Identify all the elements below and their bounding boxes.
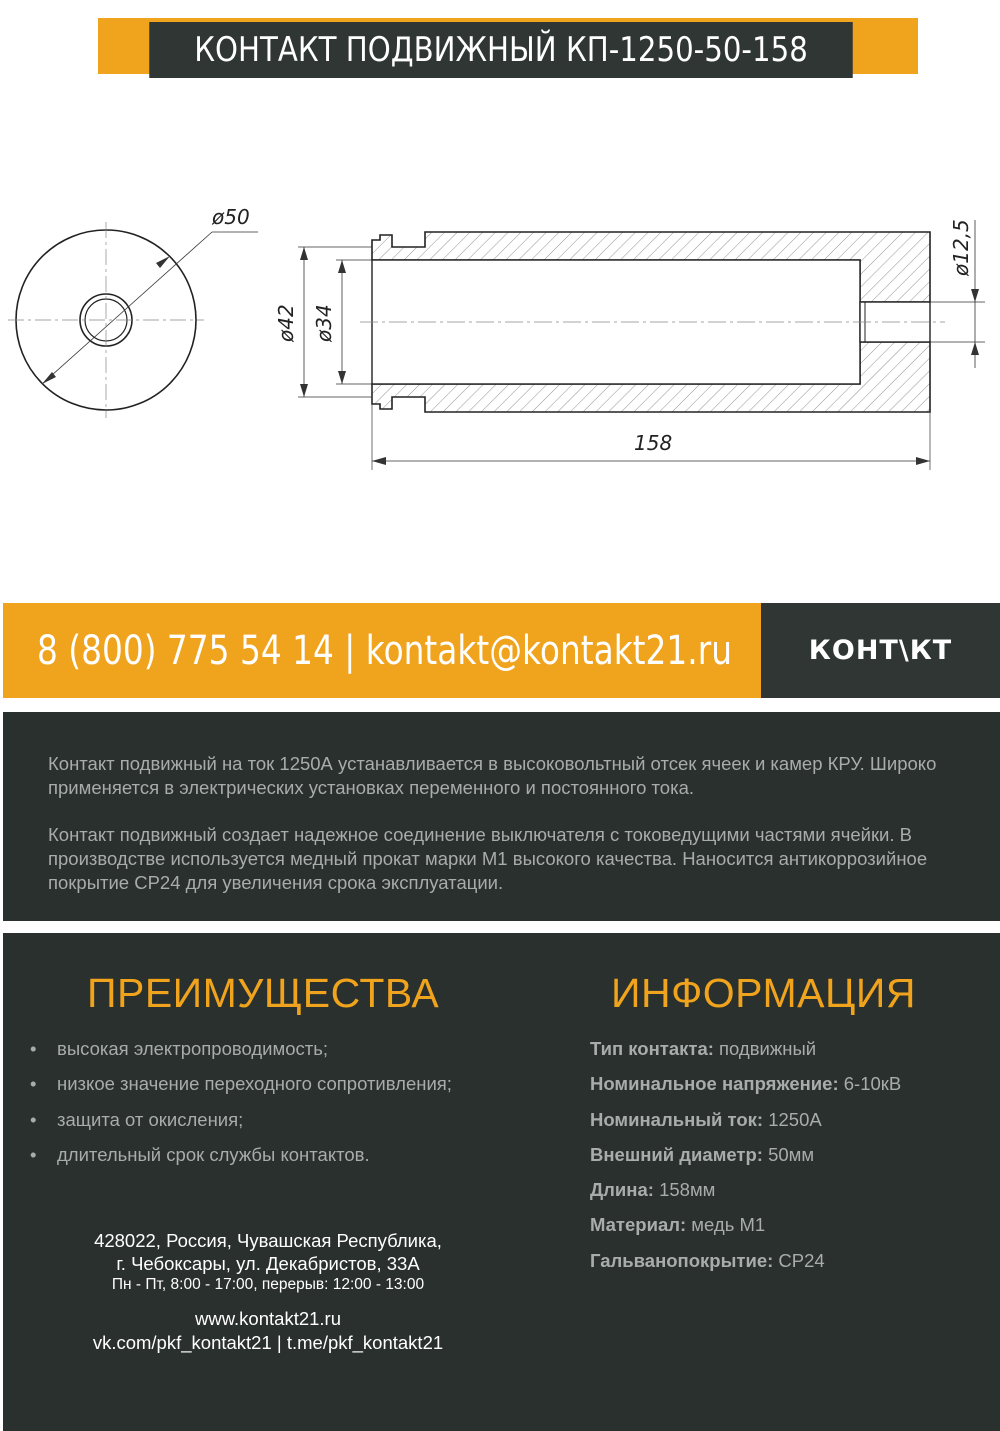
title-banner <box>92 18 918 78</box>
social-links[interactable]: vk.com/pkf_kontakt21 | t.me/pkf_kontakt21 <box>92 1332 444 1353</box>
dim-flange-diameter: ø42 <box>274 304 298 342</box>
list-item: • низкое значение переходного сопротивления; <box>30 1073 452 1095</box>
contact-band <box>0 603 1000 698</box>
dim-length: 158 <box>634 431 673 455</box>
info-row-type: Тип контакта: подвижный <box>590 1038 817 1059</box>
info-heading: ИНФОРМАЦИЯ <box>611 970 916 1016</box>
footer-address <box>43 1229 493 1354</box>
description-text <box>48 752 968 918</box>
bullet-icon: • <box>30 1038 37 1059</box>
description-panel <box>3 712 1000 921</box>
info-row-length: Длина: 158мм <box>590 1179 716 1201</box>
website-link[interactable]: www.kontakt21.ru <box>194 1308 341 1329</box>
bullet-icon: • <box>30 1143 37 1165</box>
list-item: • длительный срок службы контактов. <box>30 1143 370 1165</box>
info-list <box>590 1038 901 1285</box>
info-row-coating: Гальванопокрытие: СР24 <box>590 1249 825 1271</box>
bullet-icon: • <box>30 1073 37 1095</box>
info-row-diameter: Внешний диаметр: 50мм <box>590 1143 815 1165</box>
address-line-2: г. Чебоксары, ул. Декабристов, 33А <box>116 1253 420 1274</box>
description-paragraph-1: Контакт подвижный на ток 1250А устанавливается в высоковольтный отсек ячеек и камер КРУ. Широко применяется в электрических установках переменного и постоянного тока. <box>48 753 937 798</box>
dim-bore-diameter: ø34 <box>312 304 336 342</box>
advantages-heading: ПРЕИМУЩЕСТВА <box>87 970 440 1016</box>
technical-drawing <box>0 180 1000 480</box>
info-row-material: Материал: медь М1 <box>590 1214 766 1236</box>
advantages-list <box>30 1038 452 1179</box>
contact-info-bar <box>3 603 761 698</box>
company-logo: КОНТ\КТ <box>808 635 953 666</box>
dim-outer-diameter: ø50 <box>212 205 250 229</box>
bullet-icon: • <box>30 1108 37 1130</box>
dim-hole-diameter: ø12,5 <box>949 219 973 276</box>
description-paragraph-2: Контакт подвижный создает надежное соединение выключателя с токоведущими частями ячейки. В производстве используется медный прокат марки М1 высокого качества. Наносится антикоррозийное покрытие СР24 для увеличения срока эксплуатации. <box>48 824 928 893</box>
list-item: • высокая электропроводимость; <box>30 1038 329 1059</box>
logo-box <box>761 603 1000 698</box>
working-hours: Пн - Пт, 8:00 - 17:00, перерыв: 12:00 - 13:00 <box>111 1276 425 1293</box>
page-title: КОНТАКТ ПОДВИЖНЫЙ КП-1250-50-158 <box>194 30 808 70</box>
address-line-1: 428022, Россия, Чувашская Республика, <box>94 1230 442 1251</box>
info-row-current: Номинальный ток: 1250А <box>590 1108 822 1130</box>
title-bar <box>149 22 852 78</box>
info-row-voltage: Номинальное напряжение: 6-10кВ <box>590 1073 902 1095</box>
list-item: • защита от окисления; <box>30 1108 244 1130</box>
main-panel <box>3 933 1000 1431</box>
phone-email[interactable]: 8 (800) 775 54 14 | kontakt@kontakt21.ru <box>37 627 732 674</box>
end-view <box>8 222 258 418</box>
